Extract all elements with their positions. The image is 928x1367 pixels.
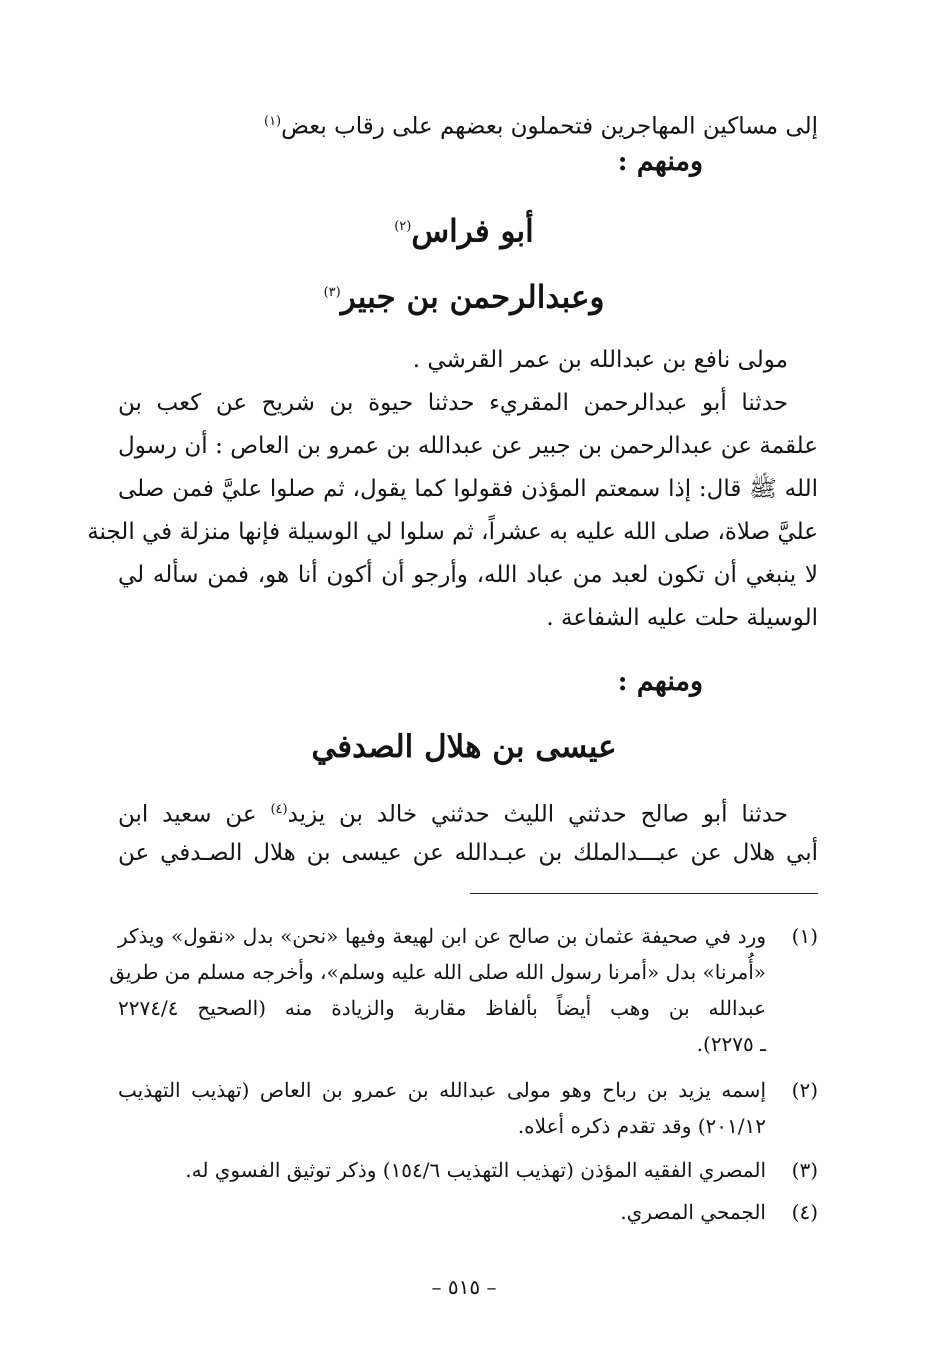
page-number: – ٥١٥ –	[431, 1275, 497, 1299]
body-line: الوسيلة حلت عليه الشفاعة .	[546, 605, 818, 631]
footnote-line: ٢٠١/١٢) وقد تقدم ذكره أعلاه.	[517, 1114, 766, 1138]
footnote-line: «أُمرنا» بدل «أمرنا رسول الله صلى الله عليه وسلم»، وأخرجه مسلم من طريق	[109, 960, 766, 984]
body-line: مولى نافع بن عبدالله بن عمر القرشي .	[412, 347, 788, 373]
narrator-heading: عيسى بن هلال الصدفي	[311, 729, 617, 765]
footnote-line: ورد في صحيفة عثمان بن صالح عن ابن لهيعة وفيها «نحن» بدل «نقول» ويذكر	[118, 924, 766, 948]
footnote-line: ـ ٢٢٧٥).	[696, 1032, 766, 1056]
footnote-number: (٢)	[791, 1078, 818, 1102]
footnote-number: (٣)	[791, 1158, 818, 1182]
heading-text: وعبدالرحمن بن جبير	[340, 279, 605, 316]
footnote-number: (١)	[791, 924, 818, 948]
footnote-ref-2: (٢)	[394, 219, 412, 234]
footnote-line: إسمه يزيد بن رباح وهو مولى عبدالله بن عمرو بن العاص (تهذيب التهذيب	[118, 1078, 766, 1102]
footnote-number: (٤)	[791, 1200, 818, 1224]
body-line: أبي هلال عن عبـــدالملك بن عبـدالله عن عيسى بن هلال الصـدفي عن	[118, 840, 818, 866]
section-label: ومنهم :	[617, 146, 703, 177]
footnote-ref-4: (٤)	[270, 802, 288, 817]
body-line: الله ﷺ قال: إذا سمعتم المؤذن فقولوا كما يقول، ثم صلوا عليَّ فمن صلى	[118, 476, 818, 502]
narrator-heading	[0, 268, 928, 322]
footnote-line: عبدالله بن وهب أيضاً بألفاظ مقاربة والزيادة منه (الصحيح ٢٢٧٤/٤	[118, 996, 766, 1020]
narrator-heading	[0, 202, 928, 256]
body-line: لا ينبغي أن تكون لعبد من عباد الله، وأرجو أن أكون أنا هو، فمن سأله لي	[118, 562, 818, 588]
heading-text: أبو فراس	[411, 213, 534, 250]
body-text: إلى مساكين المهاجرين فتحملون بعضهم على رقاب بعض	[281, 113, 818, 140]
footnote-ref-1: (١)	[263, 114, 282, 129]
footnote-line: المصري الفقيه المؤذن (تهذيب التهذيب ١٥٤/٦) وذكر توثيق الفسوي له.	[185, 1158, 766, 1182]
body-line: عليَّ صلاة، صلى الله عليه به عشراً، ثم سلوا لي الوسيلة فإنها منزلة في الجنة	[87, 519, 818, 545]
footnote-divider	[470, 893, 818, 894]
body-line: حدثنا أبو عبدالرحمن المقريء حدثنا حيوة بن شريح عن كعب بن	[118, 390, 788, 416]
body-text: عن سعيد ابن	[118, 801, 271, 828]
footnote-ref-3: (٣)	[323, 285, 341, 300]
body-line: علقمة عن عبدالرحمن بن جبير عن عبدالله بن عمرو بن العاص : أن رسول	[118, 433, 818, 459]
body-line	[118, 790, 788, 835]
body-text: حدثنا أبو صالح حدثني الليث حدثني خالد بن يزيد	[287, 801, 788, 828]
footnote-line: الجمحي المصري.	[620, 1200, 766, 1224]
body-line-0	[118, 102, 818, 147]
section-label: ومنهم :	[617, 666, 703, 697]
